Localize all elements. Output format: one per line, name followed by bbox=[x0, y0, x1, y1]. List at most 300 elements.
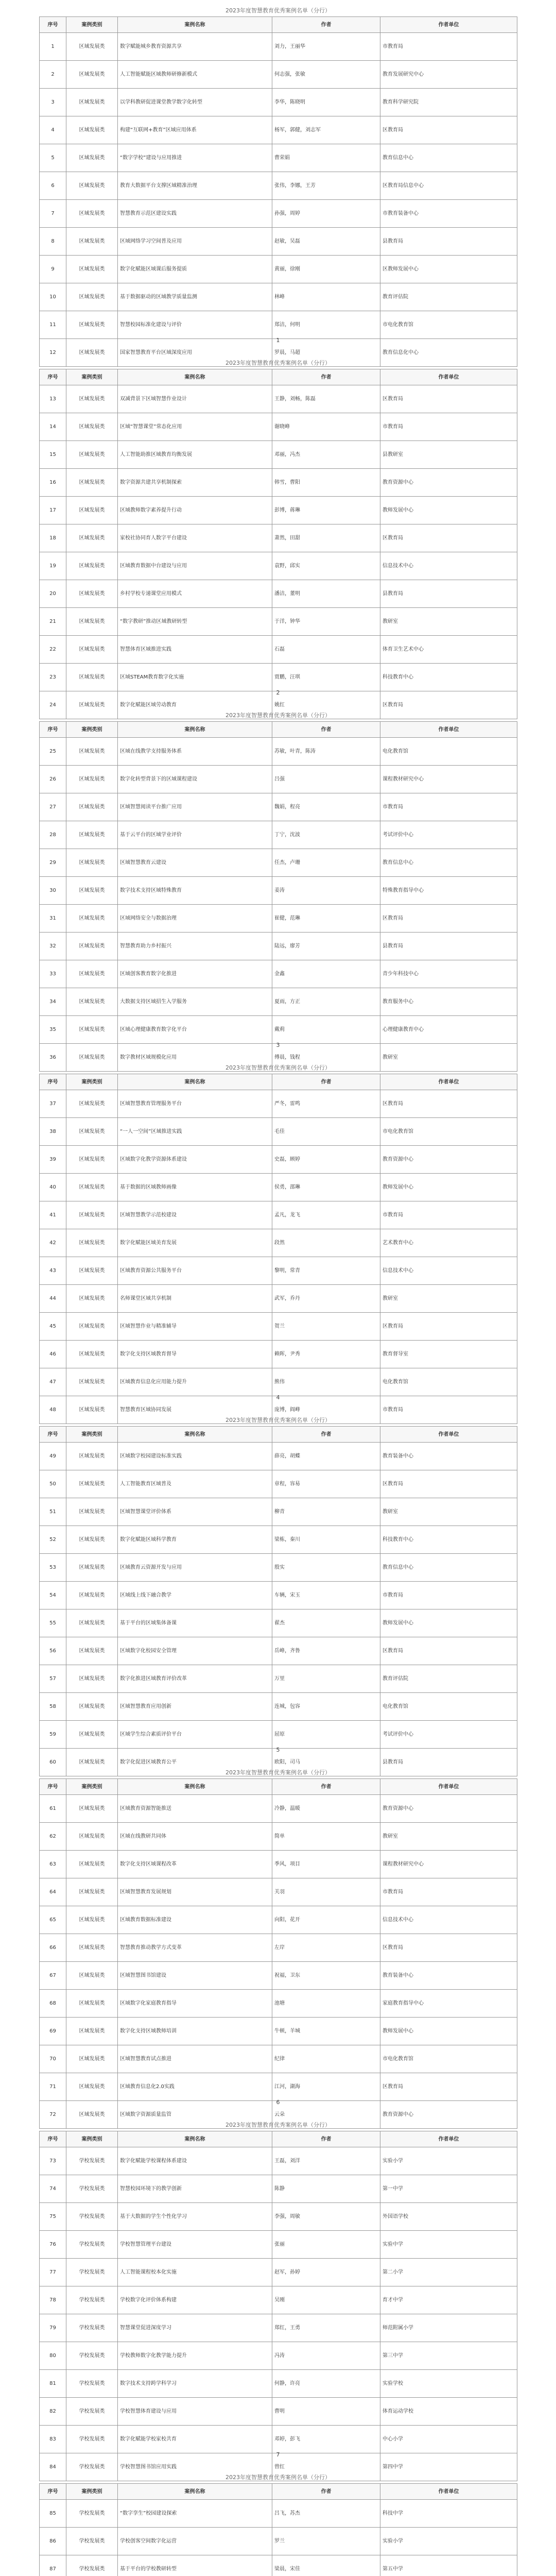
cell-authors: 武军，乔丹 bbox=[272, 1285, 380, 1313]
cell-category: 区域发展类 bbox=[66, 1637, 118, 1665]
header-category: 案例类别 bbox=[66, 722, 118, 738]
cell-no: 66 bbox=[40, 1934, 66, 1962]
cell-unit: 教育信息中心 bbox=[380, 1554, 517, 1582]
cell-title: 区域智慧教学示范校建设 bbox=[118, 1201, 272, 1229]
cell-category: 区域发展类 bbox=[66, 256, 118, 283]
cell-title: 区域智慧教育发展规划 bbox=[118, 1878, 272, 1906]
table-row bbox=[40, 766, 517, 793]
cell-title: 数字资源共建共享机制探索 bbox=[118, 469, 272, 497]
document-page bbox=[0, 2469, 556, 2576]
page-number: 5 bbox=[276, 1747, 280, 1753]
cell-no: 5 bbox=[40, 144, 66, 172]
table-header-row bbox=[40, 2131, 517, 2147]
table-row bbox=[40, 580, 517, 608]
cell-title: 数字化赋能区域劳动教育 bbox=[118, 691, 272, 719]
cell-category: 区域发展类 bbox=[66, 1693, 118, 1721]
cell-category: 学校发展类 bbox=[66, 2500, 118, 2528]
cell-authors: 岳峰，齐鲁 bbox=[272, 1637, 380, 1665]
cell-unit: 区教育局 bbox=[380, 2073, 517, 2101]
cell-unit: 心理健康教育中心 bbox=[380, 1016, 517, 1044]
cell-no: 76 bbox=[40, 2231, 66, 2259]
header-authors: 作者 bbox=[272, 1427, 380, 1443]
cell-authors: 赖晖，尹秀 bbox=[272, 1341, 380, 1368]
cell-unit: 教育信息化中心 bbox=[380, 339, 517, 367]
cell-authors: 孟凡，龙飞 bbox=[272, 1201, 380, 1229]
cell-no: 61 bbox=[40, 1795, 66, 1823]
cell-title: 区域数字化家庭教育指导 bbox=[118, 1990, 272, 2018]
table-row bbox=[40, 1146, 517, 1174]
cell-title: 数字化转型背景下的区域课程建设 bbox=[118, 766, 272, 793]
cell-authors: 姚红 bbox=[272, 691, 380, 719]
cell-no: 53 bbox=[40, 1554, 66, 1582]
cell-category: 区域发展类 bbox=[66, 1257, 118, 1285]
table-row bbox=[40, 1526, 517, 1554]
cell-no: 50 bbox=[40, 1470, 66, 1498]
header-no: 序号 bbox=[40, 1779, 66, 1795]
cell-unit: 市教育局 bbox=[380, 1201, 517, 1229]
cell-unit: 市教育局 bbox=[380, 33, 517, 61]
cell-title: 区域智慧课堂评价体系 bbox=[118, 1498, 272, 1526]
cell-no: 56 bbox=[40, 1637, 66, 1665]
cell-category: 区域发展类 bbox=[66, 441, 118, 469]
cell-category: 区域发展类 bbox=[66, 311, 118, 339]
cell-authors: 杨军，郭健，刘志军 bbox=[272, 116, 380, 144]
cell-unit: 实验小学 bbox=[380, 2147, 517, 2175]
header-no: 序号 bbox=[40, 1074, 66, 1090]
cell-title: 区域教育信息化2.0实践 bbox=[118, 2073, 272, 2101]
table-row bbox=[40, 1665, 517, 1693]
cell-title: 区域“智慧课堂”常态化应用 bbox=[118, 413, 272, 441]
cell-unit: 体育运动学校 bbox=[380, 2398, 517, 2426]
table-row bbox=[40, 1693, 517, 1721]
table-row bbox=[40, 2175, 517, 2203]
page-caption: 2023年度智慧教育优秀案例名单（分行） bbox=[225, 712, 331, 719]
cell-title: 基于平台的学校教研转型 bbox=[118, 2555, 272, 2576]
cell-no: 71 bbox=[40, 2073, 66, 2101]
header-unit: 作者单位 bbox=[380, 1779, 517, 1795]
cell-no: 12 bbox=[40, 339, 66, 367]
header-title: 案例名称 bbox=[118, 722, 272, 738]
cell-authors: 车辆，宋玉 bbox=[272, 1582, 380, 1609]
header-authors: 作者 bbox=[272, 369, 380, 385]
cell-authors: 冷静，温暖 bbox=[272, 1795, 380, 1823]
cell-title: 区域在线教研共同体 bbox=[118, 1823, 272, 1851]
cell-title: 区域教育资源公共服务平台 bbox=[118, 1257, 272, 1285]
cell-title: 基于数据驱动的区域教学质量监测 bbox=[118, 283, 272, 311]
table-row bbox=[40, 2045, 517, 2073]
cell-authors: 贺兰 bbox=[272, 1313, 380, 1341]
cell-unit: 课程教材研究中心 bbox=[380, 1851, 517, 1878]
table-row bbox=[40, 2426, 517, 2453]
cell-category: 区域发展类 bbox=[66, 2018, 118, 2045]
cell-unit: 教育信息中心 bbox=[380, 849, 517, 877]
cell-title: 数字化赋能学校课程体系建设 bbox=[118, 2147, 272, 2175]
cell-title: 区域网络安全与数据治理 bbox=[118, 905, 272, 933]
cell-unit: 第三中学 bbox=[380, 2342, 517, 2370]
cell-unit: 教研室 bbox=[380, 1823, 517, 1851]
cell-authors: 崔健，范琳 bbox=[272, 905, 380, 933]
cell-unit: 第一中学 bbox=[380, 2175, 517, 2203]
cell-unit: 教研室 bbox=[380, 1044, 517, 1072]
cell-authors: 邓丽，冯杰 bbox=[272, 441, 380, 469]
cell-category: 区域发展类 bbox=[66, 821, 118, 849]
cell-category: 区域发展类 bbox=[66, 1749, 118, 1776]
table-header-row bbox=[40, 1074, 517, 1090]
cell-title: 国家智慧教育平台区域深度应用 bbox=[118, 339, 272, 367]
cell-no: 39 bbox=[40, 1146, 66, 1174]
cell-unit: 区教师发展中心 bbox=[380, 256, 517, 283]
header-unit: 作者单位 bbox=[380, 1074, 517, 1090]
header-title: 案例名称 bbox=[118, 2484, 272, 2500]
cell-title: 区域智慧教育管理服务平台 bbox=[118, 1090, 272, 1118]
cell-unit: 市电化教育馆 bbox=[380, 2045, 517, 2073]
cell-no: 23 bbox=[40, 664, 66, 691]
cell-category: 区域发展类 bbox=[66, 385, 118, 413]
cell-category: 区域发展类 bbox=[66, 793, 118, 821]
cell-unit: 外国语学校 bbox=[380, 2203, 517, 2231]
cell-no: 41 bbox=[40, 1201, 66, 1229]
cell-authors: 郑洁，何明 bbox=[272, 311, 380, 339]
cell-title: 区域数字校园建设标准实践 bbox=[118, 1443, 272, 1470]
header-no: 序号 bbox=[40, 369, 66, 385]
cell-category: 区域发展类 bbox=[66, 283, 118, 311]
cell-unit: 市教育装备中心 bbox=[380, 200, 517, 228]
cell-unit: 教育资源中心 bbox=[380, 1795, 517, 1823]
cell-unit: 县教研室 bbox=[380, 441, 517, 469]
cell-category: 区域发展类 bbox=[66, 1554, 118, 1582]
cell-authors: 苏敏，叶青，陈涛 bbox=[272, 738, 380, 766]
cell-title: 乡村学校专递课堂应用模式 bbox=[118, 580, 272, 608]
cell-category: 区域发展类 bbox=[66, 1313, 118, 1341]
cell-category: 区域发展类 bbox=[66, 524, 118, 552]
header-category: 案例类别 bbox=[66, 17, 118, 33]
cell-category: 区域发展类 bbox=[66, 580, 118, 608]
cell-no: 70 bbox=[40, 2045, 66, 2073]
cell-authors: 段然 bbox=[272, 1229, 380, 1257]
table-row bbox=[40, 2314, 517, 2342]
cell-category: 学校发展类 bbox=[66, 2147, 118, 2175]
cell-category: 区域发展类 bbox=[66, 1229, 118, 1257]
cell-title: 数字技术支持跨学科学习 bbox=[118, 2370, 272, 2398]
cell-no: 33 bbox=[40, 960, 66, 988]
cell-category: 区域发展类 bbox=[66, 664, 118, 691]
cell-title: 名师课堂区域共享机制 bbox=[118, 1285, 272, 1313]
cell-title: 数字化赋能区域美育发展 bbox=[118, 1229, 272, 1257]
cell-no: 34 bbox=[40, 988, 66, 1016]
cell-no: 15 bbox=[40, 441, 66, 469]
cell-category: 区域发展类 bbox=[66, 1285, 118, 1313]
cell-unit: 教育服务中心 bbox=[380, 988, 517, 1016]
header-category: 案例类别 bbox=[66, 1427, 118, 1443]
cell-unit: 第四中学 bbox=[380, 2453, 517, 2481]
header-authors: 作者 bbox=[272, 1779, 380, 1795]
cell-category: 区域发展类 bbox=[66, 1118, 118, 1146]
cell-category: 区域发展类 bbox=[66, 469, 118, 497]
case-table bbox=[39, 1778, 517, 2129]
cell-authors: 史磊，顾婷 bbox=[272, 1146, 380, 1174]
table-row bbox=[40, 933, 517, 960]
table-header-row bbox=[40, 1779, 517, 1795]
table-row bbox=[40, 664, 517, 691]
table-row bbox=[40, 1990, 517, 2018]
cell-authors: 左岸 bbox=[272, 1934, 380, 1962]
cell-no: 17 bbox=[40, 497, 66, 524]
cell-title: 基于数据的区域教师画像 bbox=[118, 1174, 272, 1201]
cell-category: 区域发展类 bbox=[66, 1721, 118, 1749]
table-row bbox=[40, 2500, 517, 2528]
cell-authors: 牛顿，羊城 bbox=[272, 2018, 380, 2045]
cell-unit: 考试评价中心 bbox=[380, 1721, 517, 1749]
cell-no: 3 bbox=[40, 89, 66, 116]
cell-title: 基于平台的区域集体备课 bbox=[118, 1609, 272, 1637]
table-row bbox=[40, 1554, 517, 1582]
cell-category: 区域发展类 bbox=[66, 413, 118, 441]
cell-title: “数字教研”推动区域教研转型 bbox=[118, 608, 272, 636]
page-caption: 2023年度智慧教育优秀案例名单（分行） bbox=[225, 360, 331, 366]
table-row bbox=[40, 311, 517, 339]
page-caption: 2023年度智慧教育优秀案例名单（分行） bbox=[225, 7, 331, 14]
table-row bbox=[40, 385, 517, 413]
cell-no: 35 bbox=[40, 1016, 66, 1044]
case-table bbox=[39, 1074, 517, 1424]
header-category: 案例类别 bbox=[66, 2131, 118, 2147]
cell-category: 区域发展类 bbox=[66, 1906, 118, 1934]
cell-no: 69 bbox=[40, 2018, 66, 2045]
cell-unit: 县教育局 bbox=[380, 580, 517, 608]
cell-no: 75 bbox=[40, 2203, 66, 2231]
header-authors: 作者 bbox=[272, 722, 380, 738]
cell-no: 6 bbox=[40, 172, 66, 200]
cell-title: 数字教材区域规模化应用 bbox=[118, 1044, 272, 1072]
cell-authors: 严冬，雷鸣 bbox=[272, 1090, 380, 1118]
cell-category: 区域发展类 bbox=[66, 1990, 118, 2018]
cell-title: 区域教育资源智能推送 bbox=[118, 1795, 272, 1823]
cell-authors: 赵军，孙婷 bbox=[272, 2259, 380, 2286]
cell-no: 19 bbox=[40, 552, 66, 580]
cell-no: 87 bbox=[40, 2555, 66, 2576]
cell-authors: 何志强，张敏 bbox=[272, 61, 380, 89]
cell-title: “数字孪生”校园建设探索 bbox=[118, 2500, 272, 2528]
cell-no: 57 bbox=[40, 1665, 66, 1693]
cell-unit: 实验小学 bbox=[380, 2528, 517, 2555]
table-row bbox=[40, 2203, 517, 2231]
cell-title: 学校智慧图书馆应用实践 bbox=[118, 2453, 272, 2481]
cell-authors: 姜涛 bbox=[272, 877, 380, 905]
cell-unit: 体育卫生艺术中心 bbox=[380, 636, 517, 664]
cell-no: 58 bbox=[40, 1693, 66, 1721]
cell-no: 11 bbox=[40, 311, 66, 339]
cell-unit: 教育资源中心 bbox=[380, 469, 517, 497]
table-row bbox=[40, 2528, 517, 2555]
header-authors: 作者 bbox=[272, 2484, 380, 2500]
cell-no: 65 bbox=[40, 1906, 66, 1934]
page-caption: 2023年度智慧教育优秀案例名单（分行） bbox=[225, 1064, 331, 1071]
table-row bbox=[40, 1090, 517, 1118]
cell-no: 8 bbox=[40, 228, 66, 256]
cell-no: 36 bbox=[40, 1044, 66, 1072]
cell-unit: 教研室 bbox=[380, 1498, 517, 1526]
cell-no: 51 bbox=[40, 1498, 66, 1526]
header-title: 案例名称 bbox=[118, 369, 272, 385]
cell-title: 区域在线教学支持服务体系 bbox=[118, 738, 272, 766]
cell-unit: 教研室 bbox=[380, 1285, 517, 1313]
cell-no: 84 bbox=[40, 2453, 66, 2481]
cell-authors: 翟杰 bbox=[272, 1609, 380, 1637]
cell-authors: 张丽 bbox=[272, 2231, 380, 2259]
cell-unit: 区教育局 bbox=[380, 905, 517, 933]
cell-category: 区域发展类 bbox=[66, 144, 118, 172]
cell-no: 10 bbox=[40, 283, 66, 311]
table-row bbox=[40, 2259, 517, 2286]
cell-category: 区域发展类 bbox=[66, 1174, 118, 1201]
table-row bbox=[40, 738, 517, 766]
case-table bbox=[39, 369, 517, 719]
cell-authors: 云朵 bbox=[272, 2101, 380, 2129]
page-number: 2 bbox=[276, 689, 280, 696]
cell-no: 24 bbox=[40, 691, 66, 719]
cell-category: 区域发展类 bbox=[66, 1878, 118, 1906]
cell-title: 区域创客教育数字化推进 bbox=[118, 960, 272, 988]
cell-no: 78 bbox=[40, 2286, 66, 2314]
cell-unit: 市教育局 bbox=[380, 793, 517, 821]
cell-authors: 黎明，常青 bbox=[272, 1257, 380, 1285]
cell-unit: 教师发展中心 bbox=[380, 1174, 517, 1201]
cell-authors: 林峰 bbox=[272, 283, 380, 311]
cell-title: “数字学校”建设与应用推进 bbox=[118, 144, 272, 172]
cell-title: 区域智慧教育云建设 bbox=[118, 849, 272, 877]
cell-no: 31 bbox=[40, 905, 66, 933]
cell-unit: 电化教育馆 bbox=[380, 1368, 517, 1396]
cell-authors: 邓婷，彭飞 bbox=[272, 2426, 380, 2453]
cell-category: 区域发展类 bbox=[66, 960, 118, 988]
cell-unit: 实验学校 bbox=[380, 2370, 517, 2398]
cell-title: 学校智慧管理平台建设 bbox=[118, 2231, 272, 2259]
cell-unit: 信息技术中心 bbox=[380, 552, 517, 580]
cell-category: 区域发展类 bbox=[66, 636, 118, 664]
table-row bbox=[40, 2286, 517, 2314]
cell-unit: 教育资源中心 bbox=[380, 1146, 517, 1174]
table-header-row bbox=[40, 722, 517, 738]
cell-unit: 信息技术中心 bbox=[380, 1906, 517, 1934]
page-number: 1 bbox=[276, 337, 280, 344]
cell-unit: 市电化教育馆 bbox=[380, 1118, 517, 1146]
case-table bbox=[39, 2131, 517, 2481]
cell-authors: 任杰，卢珊 bbox=[272, 849, 380, 877]
cell-title: 区域数字资源质量监管 bbox=[118, 2101, 272, 2129]
table-row bbox=[40, 1201, 517, 1229]
cell-unit: 教师发展中心 bbox=[380, 2018, 517, 2045]
cell-unit: 教育评估院 bbox=[380, 1665, 517, 1693]
cell-authors: 欧阳，司马 bbox=[272, 1749, 380, 1776]
cell-no: 45 bbox=[40, 1313, 66, 1341]
table-row bbox=[40, 1443, 517, 1470]
cell-unit: 育才中学 bbox=[380, 2286, 517, 2314]
cell-authors: 季风，项目 bbox=[272, 1851, 380, 1878]
cell-category: 区域发展类 bbox=[66, 1016, 118, 1044]
cell-authors: 张伟，李娜，王芳 bbox=[272, 172, 380, 200]
page-number: 6 bbox=[276, 2099, 280, 2106]
cell-no: 21 bbox=[40, 608, 66, 636]
cell-unit: 教育发展研究中心 bbox=[380, 61, 517, 89]
cell-title: 学校创客空间数字化运营 bbox=[118, 2528, 272, 2555]
cell-authors: 吕强 bbox=[272, 766, 380, 793]
cell-category: 学校发展类 bbox=[66, 2370, 118, 2398]
table-row bbox=[40, 1962, 517, 1990]
cell-authors: 冯涛 bbox=[272, 2342, 380, 2370]
cell-category: 区域发展类 bbox=[66, 1582, 118, 1609]
document-page bbox=[0, 354, 556, 707]
cell-unit: 青少年科技中心 bbox=[380, 960, 517, 988]
cell-authors: 赵敏，吴磊 bbox=[272, 228, 380, 256]
cell-category: 区域发展类 bbox=[66, 33, 118, 61]
cell-no: 16 bbox=[40, 469, 66, 497]
cell-no: 85 bbox=[40, 2500, 66, 2528]
cell-title: 数字化赋能学校家校共育 bbox=[118, 2426, 272, 2453]
cell-title: “一人一空间”区域推进实践 bbox=[118, 1118, 272, 1146]
table-row bbox=[40, 1257, 517, 1285]
cell-category: 区域发展类 bbox=[66, 1498, 118, 1526]
cell-unit: 电化教育馆 bbox=[380, 738, 517, 766]
table-row bbox=[40, 1878, 517, 1906]
cell-title: 区域智慧阅读平台推广应用 bbox=[118, 793, 272, 821]
cell-no: 9 bbox=[40, 256, 66, 283]
cell-category: 学校发展类 bbox=[66, 2453, 118, 2481]
cell-title: 区域心理健康教育数字化平台 bbox=[118, 1016, 272, 1044]
cell-authors: 谢晓峰 bbox=[272, 413, 380, 441]
cell-unit: 县教育局 bbox=[380, 933, 517, 960]
page-number: 3 bbox=[276, 1042, 280, 1048]
table-row bbox=[40, 2231, 517, 2259]
cell-authors: 金鑫 bbox=[272, 960, 380, 988]
header-no: 序号 bbox=[40, 722, 66, 738]
header-unit: 作者单位 bbox=[380, 369, 517, 385]
cell-authors: 曾红 bbox=[272, 2453, 380, 2481]
cell-unit: 中心小学 bbox=[380, 2426, 517, 2453]
cell-category: 学校发展类 bbox=[66, 2342, 118, 2370]
header-title: 案例名称 bbox=[118, 1074, 272, 1090]
cell-category: 区域发展类 bbox=[66, 988, 118, 1016]
cell-authors: 柳青 bbox=[272, 1498, 380, 1526]
cell-category: 区域发展类 bbox=[66, 1470, 118, 1498]
table-row bbox=[40, 413, 517, 441]
cell-title: 区域学生综合素质评价平台 bbox=[118, 1721, 272, 1749]
cell-no: 42 bbox=[40, 1229, 66, 1257]
cell-no: 80 bbox=[40, 2342, 66, 2370]
cell-unit: 第五中学 bbox=[380, 2555, 517, 2576]
cell-authors: 梁晨，宋佳 bbox=[272, 2555, 380, 2576]
cell-authors: 连城，包容 bbox=[272, 1693, 380, 1721]
cell-title: 教育大数据平台支撑区域精准治理 bbox=[118, 172, 272, 200]
cell-authors: 毛佳 bbox=[272, 1118, 380, 1146]
cell-unit: 考试评价中心 bbox=[380, 821, 517, 849]
cell-category: 学校发展类 bbox=[66, 2314, 118, 2342]
header-unit: 作者单位 bbox=[380, 2131, 517, 2147]
cell-category: 区域发展类 bbox=[66, 1396, 118, 1424]
case-table bbox=[39, 16, 517, 367]
table-row bbox=[40, 116, 517, 144]
cell-title: 双减背景下区域智慧作业设计 bbox=[118, 385, 272, 413]
table-row bbox=[40, 821, 517, 849]
page-caption: 2023年度智慧教育优秀案例名单（分行） bbox=[225, 1417, 331, 1423]
table-row bbox=[40, 1016, 517, 1044]
table-row bbox=[40, 1721, 517, 1749]
cell-title: 数字化支持区域教育督导 bbox=[118, 1341, 272, 1368]
cell-no: 43 bbox=[40, 1257, 66, 1285]
cell-authors: 万里 bbox=[272, 1665, 380, 1693]
cell-unit: 科技教育中心 bbox=[380, 664, 517, 691]
header-title: 案例名称 bbox=[118, 2131, 272, 2147]
cell-title: 区域智慧教育应用创新 bbox=[118, 1693, 272, 1721]
